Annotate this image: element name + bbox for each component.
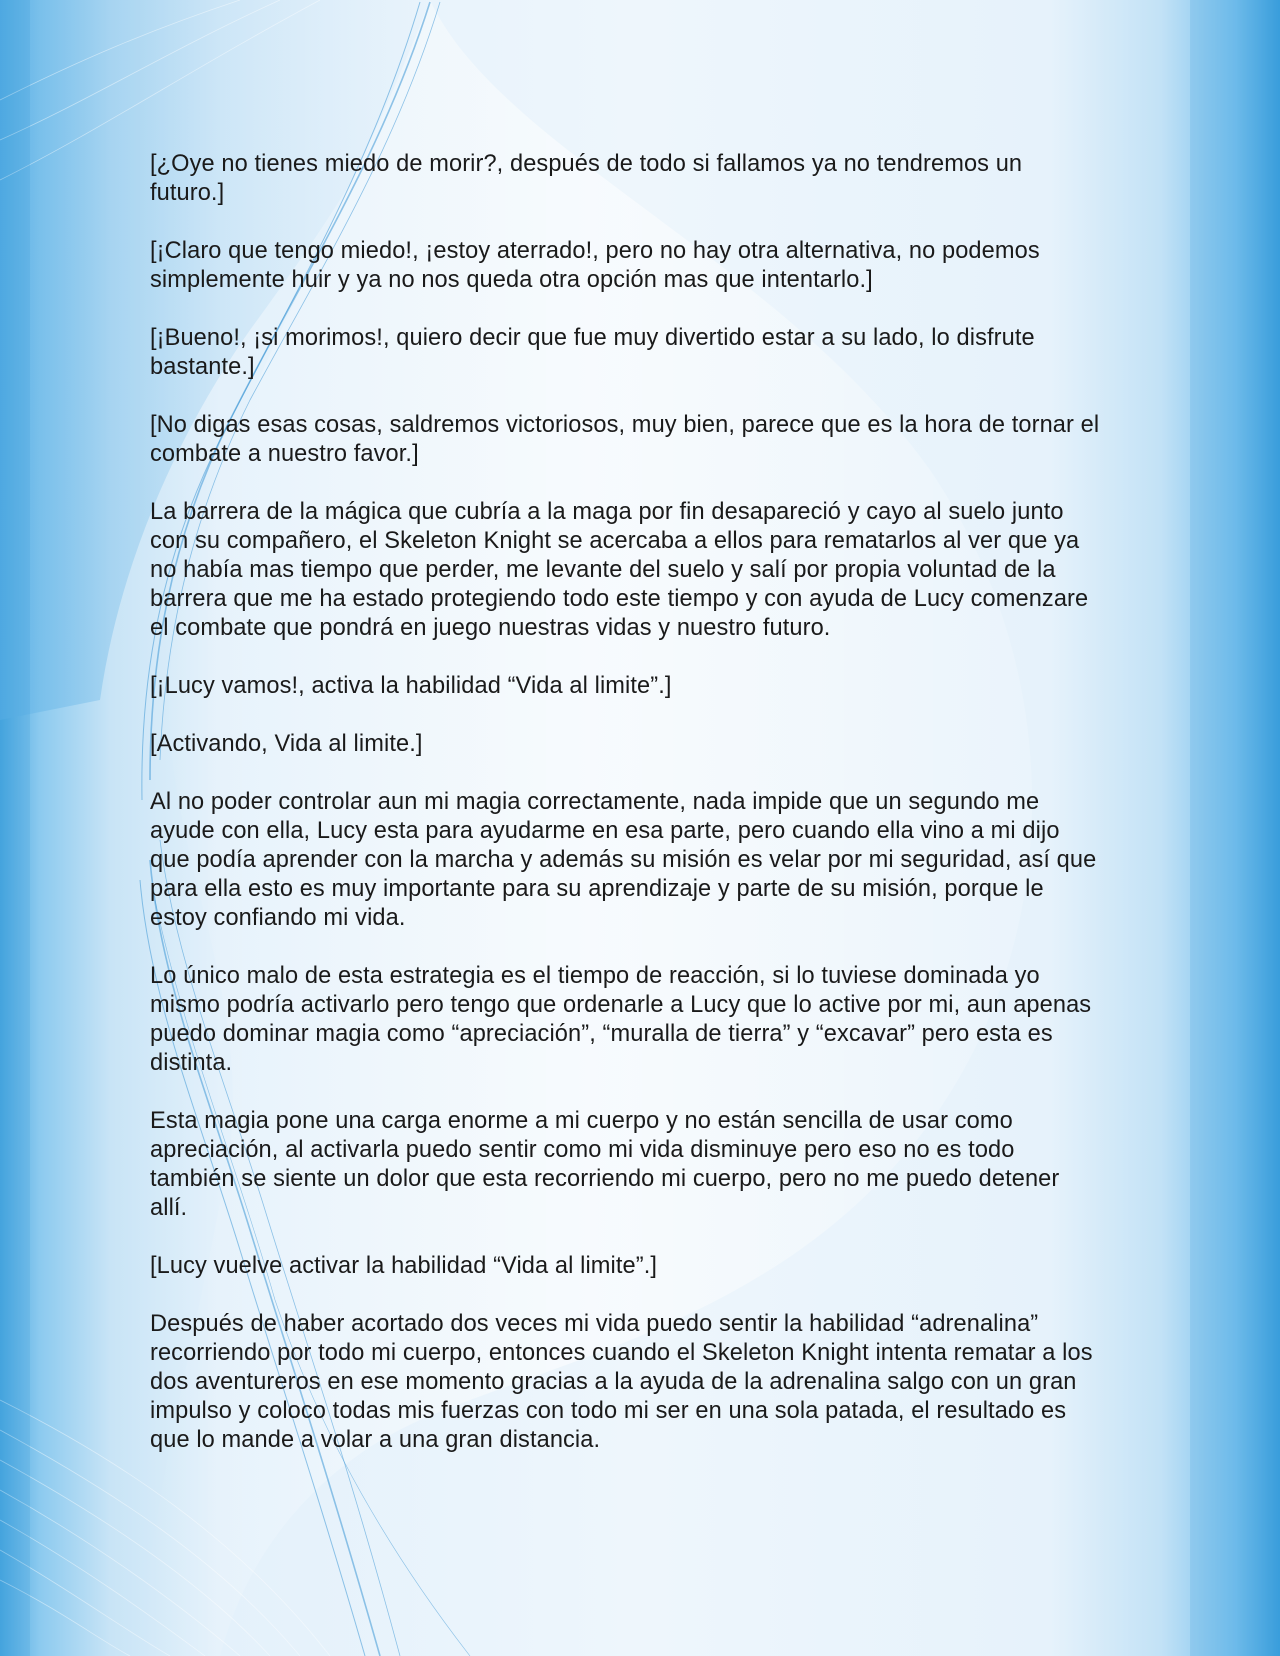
paragraph: [¡Claro que tengo miedo!, ¡estoy aterrado!, pero no hay otra alternativa, no podemos simplemente huir y ya no nos queda otra opción mas que intentarlo.] <box>150 238 1040 293</box>
paragraph: [Activando, Vida al limite.] <box>150 731 423 757</box>
paragraph: Esta magia pone una carga enorme a mi cuerpo y no están sencilla de usar como apreciación, al activarla puedo sentir como mi vida disminuye pero eso no es todo también se siente un dolor que esta recorriendo mi cuerpo, pero no me puedo detener allí. <box>150 1108 1060 1221</box>
paragraph: La barrera de la mágica que cubría a la maga por fin desapareció y cayo al suelo junto con su compañero, el Skeleton Knight se acercaba a ellos para rematarlos al ver que ya no había mas tiempo que perder, me levante del suelo y salí por propia voluntad de la barrera que me ha estado protegiendo todo este tiempo y con ayuda de Lucy comenzare el combate que pondrá en juego nuestras vidas y nuestro futuro. <box>150 499 1089 641</box>
paragraph: [¡Bueno!, ¡si morimos!, quiero decir que fue muy divertido estar a su lado, lo disfrute bastante.] <box>150 325 1035 380</box>
text-body <box>150 150 1100 1484</box>
paragraph: Al no poder controlar aun mi magia correctamente, nada impide que un segundo me ayude con ella, Lucy esta para ayudarme en esa parte, pero cuando ella vino a mi dijo que podía aprender con la marcha y además su misión es velar por mi seguridad, así que para ella esto es muy importante para su aprendizaje y parte de su misión, porque le estoy confiando mi vida. <box>150 789 1097 931</box>
paragraph: [Lucy vuelve activar la habilidad “Vida al limite”.] <box>150 1253 658 1279</box>
paragraph: Lo único malo de esta estrategia es el tiempo de reacción, si lo tuviese dominada yo mismo podría activarlo pero tengo que ordenarle a Lucy que lo active por mi, aun apenas puedo dominar magia como “apreciación”, “muralla de tierra” y “excavar” pero esta es distinta. <box>150 963 1092 1076</box>
paragraph: [¡Lucy vamos!, activa la habilidad “Vida al limite”.] <box>150 673 672 699</box>
paragraph: Después de haber acortado dos veces mi vida puedo sentir la habilidad “adrenalina” recorriendo por todo mi cuerpo, entonces cuando el Skeleton Knight intenta rematar a los dos aventureros en ese momento gracias a la ayuda de la adrenalina salgo con un gran impulso y coloco todas mis fuerzas con todo mi ser en una sola patada, el resultado es que lo mande a volar a una gran distancia. <box>150 1311 1093 1453</box>
paragraph: [No digas esas cosas, saldremos victoriosos, muy bien, parece que es la hora de tornar el combate a nuestro favor.] <box>150 412 1100 467</box>
paragraph: [¿Oye no tienes miedo de morir?, después de todo si fallamos ya no tendremos un futuro.] <box>150 151 1023 206</box>
